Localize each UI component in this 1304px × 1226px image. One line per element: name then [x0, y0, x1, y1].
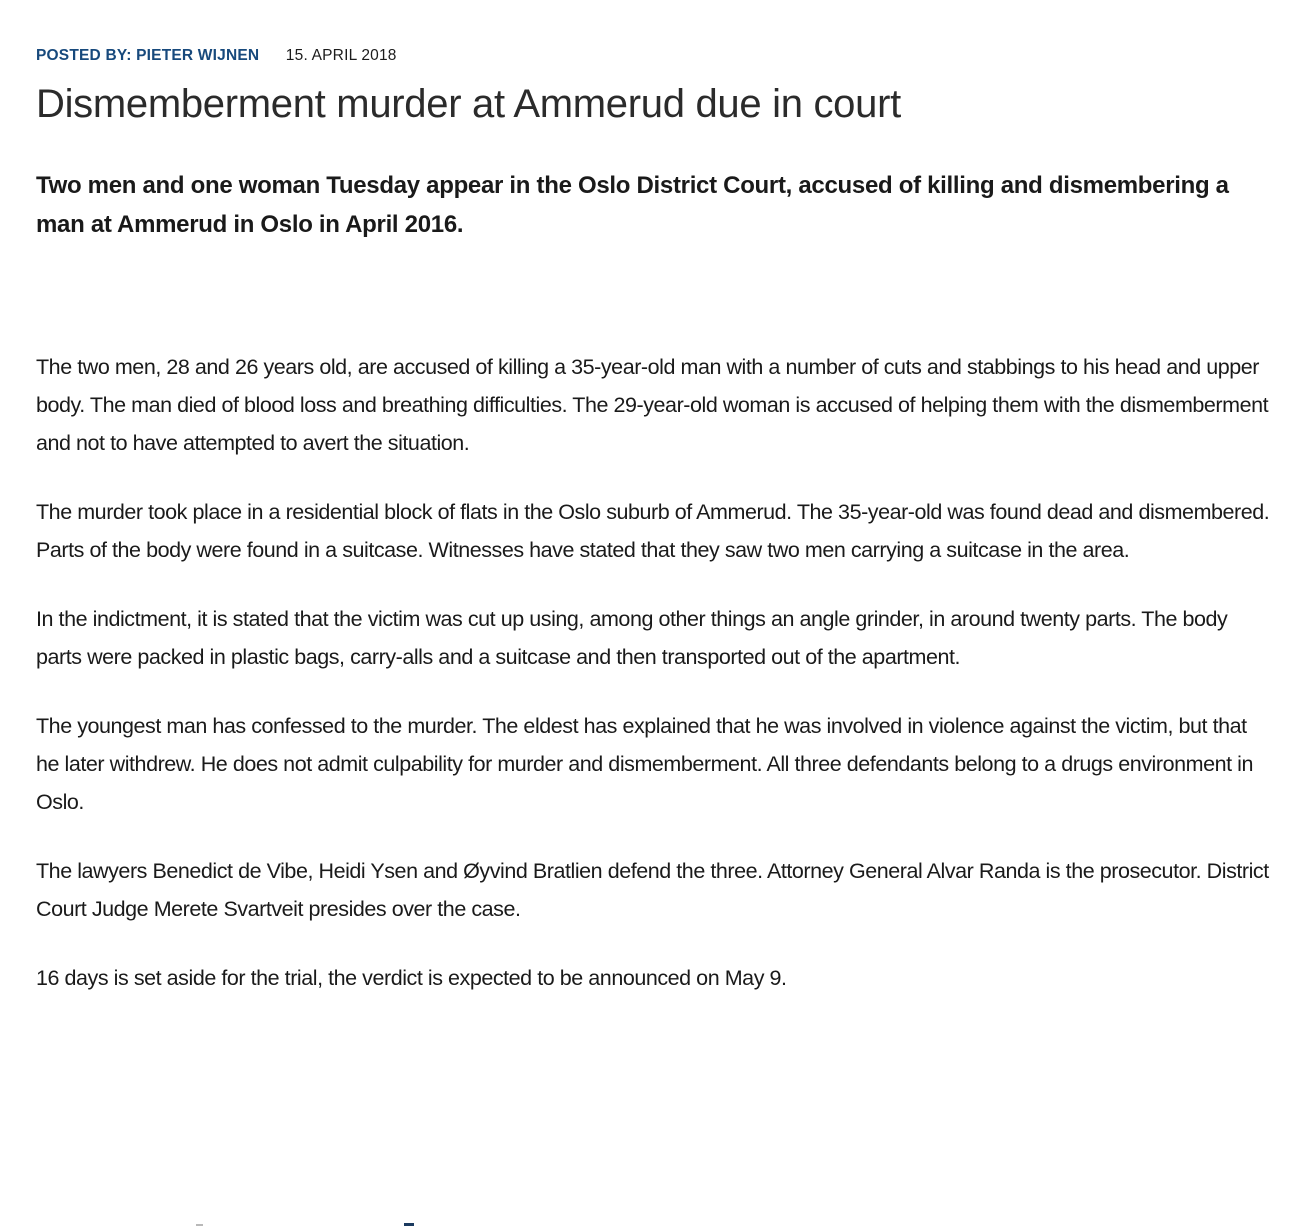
- lead-paragraph: Two men and one woman Tuesday appear in the Oslo District Court, accused of killing and dismembering a man at Ammerud in Oslo in April 2016.: [36, 172, 1229, 238]
- article-title: Dismemberment murder at Ammerud due in court: [36, 82, 901, 126]
- posted-by-label: POSTED BY:: [36, 47, 132, 64]
- body-paragraph-3: In the indictment, it is stated that the victim was cut up using, among other things an angle grinder, in around twenty parts. The body parts were packed in plastic bags, carry-alls and a suitcase and then transported out of the apartment.: [36, 607, 1228, 669]
- body-paragraph-6: 16 days is set aside for the trial, the verdict is expected to be announced on May 9.: [36, 966, 787, 990]
- body-paragraph-1: The two men, 28 and 26 years old, are accused of killing a 35-year-old man with a number of cuts and stabbings to his head and upper body. The man died of blood loss and breathing difficulties. The 29-year-old woman is accused of helping them with the dismemberment and not to have attempted to avert the situation.: [36, 355, 1269, 455]
- post-date: 15. APRIL 2018: [285, 47, 397, 64]
- body-paragraph-2: The murder took place in a residential block of flats in the Oslo suburb of Ammerud. The 35-year-old was found dead and dismembered. Parts of the body were found in a suitcase. Witnesses have stated that they saw two men carrying a suitcase in the area.: [36, 500, 1270, 562]
- body-paragraph-5: The lawyers Benedict de Vibe, Heidi Ysen and Øyvind Bratlien defend the three. Attorney General Alvar Randa is the prosecutor. District Court Judge Merete Svartveit presides over the case.: [36, 859, 1269, 921]
- body-paragraph-4: The youngest man has confessed to the murder. The eldest has explained that he was involved in violence against the victim, but that he later withdrew. He does not admit culpability for murder and dismemberment. All three defendants belong to a drugs environment in Oslo.: [36, 714, 1253, 814]
- byline: [36, 46, 1274, 66]
- author-link[interactable]: PIETER WIJNEN: [136, 47, 260, 64]
